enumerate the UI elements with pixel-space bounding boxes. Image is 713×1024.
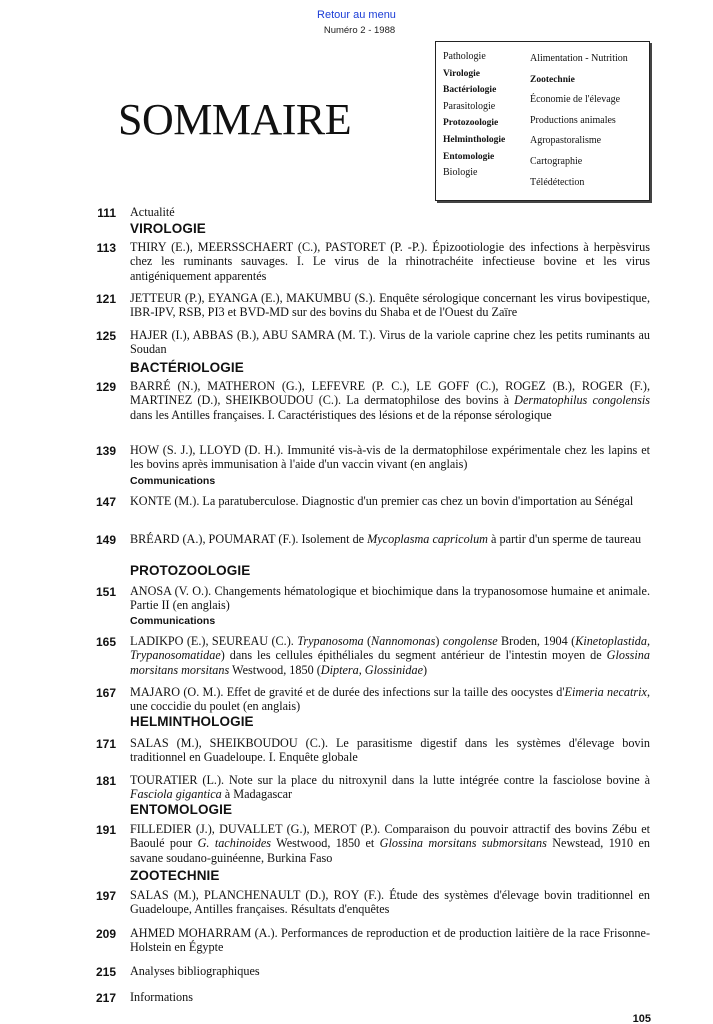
entry-text-run: MAJARO (O. M.). Effet de gravité et de durée des infections sur la taille des oocystes d' <box>130 685 565 699</box>
italic-taxon: Glossina morsitans submorsitans <box>379 836 547 851</box>
entry-page-number: 113 <box>96 241 116 255</box>
entry-text-run: Actualité <box>130 205 175 219</box>
entry-text-run: BRÉARD (A.), POUMARAT (F.). Isolement de <box>130 532 368 546</box>
entry-text <box>130 494 650 508</box>
section-heading-bacteriologie: BACTÉRIOLOGIE <box>130 360 244 375</box>
italic-taxon: Kinetoplastida, Trypanosomatidae <box>130 634 651 663</box>
entry-text-run: ANOSA (V. O.). Changements hématologique et biochimique dans la trypanosomose humaine et animale. Partie II (en anglais) <box>130 584 650 613</box>
italic-taxon: Nannomonas <box>371 634 436 648</box>
italic-taxon: Diptera, Glossinidae <box>320 662 424 677</box>
section-heading-entomologie: ENTOMOLOGIE <box>130 802 233 817</box>
entry-text-run: Informations <box>130 990 193 1004</box>
entry-text-run: SALAS (M.), SHEIKBOUDOU (C.). Le parasitisme digestif dans les systèmes d'élevage bovin traditionnel en Guadeloupe. I. Enquête globale <box>130 736 650 765</box>
entry-text-run: KONTE (M.). La paratuberculose. Diagnostic d'un premier cas chez un bovin d'importation au Sénégal <box>130 494 634 508</box>
entry-text-run: ) <box>435 634 443 648</box>
entry-text <box>130 990 650 1004</box>
italic-taxon: Dermatophilus congolensis <box>514 393 650 408</box>
entry-text <box>130 328 650 357</box>
entry-text <box>130 532 650 546</box>
subheading-communications: Communications <box>130 615 216 627</box>
entry-text-run: Westwood, 1850 et <box>271 836 380 851</box>
entry-page-number: 139 <box>95 444 116 458</box>
entry-text-run: SALAS (M.), PLANCHENAULT (D.), ROY (F.). Étude des systèmes d'élevage bovin traditionnel en Guadeloupe, Antilles françaises. Résultats d'enquêtes <box>130 888 650 917</box>
entry-text <box>130 822 650 865</box>
entry-text <box>130 926 650 955</box>
section-heading-zootechnie: ZOOTECHNIE <box>130 868 220 883</box>
entry-page-number: 215 <box>95 965 116 979</box>
entry-page-number: 167 <box>95 686 116 700</box>
entry-text-run: TOURATIER (L.). Note sur la place du nitroxynil dans la lutte intégrée contre la fasciolose bovine à <box>130 773 650 787</box>
italic-taxon: G. tachinoides <box>197 836 272 851</box>
entry-text-run: à Madagascar <box>221 787 293 802</box>
entry-page-number: 181 <box>95 774 116 788</box>
entry-page-number: 209 <box>95 927 116 941</box>
entry-text-run: BARRÉ (N.), MATHERON (G.), LEFEVRE (P. C.), LE GOFF (C.), ROGEZ (B.), ROGER (F.), MARTINEZ (D.), SHEIKBOUDOU (C.). La dermatophilose des bovins à <box>130 379 650 408</box>
page-title: SOMMAIRE <box>118 95 352 144</box>
topic-item: Pathologie <box>443 51 486 62</box>
italic-taxon: Mycoplasma capricolum <box>367 532 488 546</box>
entry-text <box>130 379 650 422</box>
topic-item: Helminthologie <box>443 134 506 145</box>
entry-text <box>130 205 650 219</box>
section-heading-virologie: VIROLOGIE <box>130 221 206 236</box>
italic-taxon: Trypanosoma <box>297 634 364 648</box>
topic-item: Virologie <box>443 68 480 79</box>
topic-item: Productions animales <box>530 114 616 126</box>
entry-page-number: 191 <box>95 823 116 837</box>
entry-text <box>130 685 650 714</box>
topic-item: Entomologie <box>443 151 495 162</box>
entry-text <box>130 888 650 917</box>
entry-text <box>130 964 650 978</box>
entry-text-run: Westwood, 1850 ( <box>229 662 321 677</box>
entry-text-run: LADIKPO (E.), SEUREAU (C.). <box>130 634 298 648</box>
topic-item: Biologie <box>443 167 478 179</box>
topic-item: Bactériologie <box>443 85 497 96</box>
topic-item: Agropastoralisme <box>530 135 602 147</box>
entry-text <box>130 584 650 613</box>
section-heading-helminthologie: HELMINTHOLOGIE <box>130 714 254 729</box>
entry-text <box>130 291 650 320</box>
topic-item: Économie de l'élevage <box>530 94 621 106</box>
entry-text <box>130 773 650 802</box>
entry-text-run: AHMED MOHARRAM (A.). Performances de reproduction et de production laitière de la race Frisonne-Holstein en Égypte <box>130 926 650 955</box>
entry-text-run: Newstead, 1910 en savane soudano-guinéenne, Burkina Faso <box>130 836 650 865</box>
entry-text-run: JETTEUR (P.), EYANGA (E.), MAKUMBU (S.). Enquête sérologique concernant les virus bovipestique, IBR-IPV, RSB, PI3 et BVD-MD sur des bovins du Shaba et de l'Ouest du Zaïre <box>130 291 650 320</box>
entry-page-number: 165 <box>95 635 116 649</box>
back-to-menu-link[interactable]: Retour au menu <box>317 9 396 21</box>
topic-item: Zootechnie <box>530 74 575 85</box>
entry-page-number: 197 <box>95 889 116 903</box>
section-heading-protozoologie: PROTOZOOLOGIE <box>130 563 251 578</box>
topic-item: Protozoologie <box>443 118 499 129</box>
entry-text <box>130 736 650 765</box>
subheading-communications: Communications <box>130 475 216 487</box>
entry-text <box>130 443 650 472</box>
entry-text-run: Analyses bibliographiques <box>130 964 260 978</box>
italic-taxon: Eimeria necatrix <box>564 685 647 699</box>
entry-text-run: ) dans les cellules épithéliales du segment antérieur de l'intestin moyen de <box>220 648 607 663</box>
entry-page-number: 121 <box>95 292 116 306</box>
topic-item: Alimentation - Nutrition <box>530 53 628 64</box>
italic-taxon: congolense <box>442 634 498 648</box>
entry-text-run: Broden, 1904 ( <box>497 634 576 648</box>
entry-text-run: , une coccidie du poulet (en anglais) <box>130 685 650 714</box>
topic-item: Télédétection <box>530 176 585 188</box>
entry-text-run: à partir d'un sperme de taureau <box>487 532 642 546</box>
entry-page-number: 147 <box>95 495 116 509</box>
entry-page-number: 129 <box>95 380 116 394</box>
entry-page-number: 151 <box>95 585 116 599</box>
entry-page-number: 111 <box>97 206 116 220</box>
entry-page-number: 171 <box>95 737 116 751</box>
entry-text-run: dans les Antilles françaises. I. Caractéristiques des lésions et de la réponse sérologique <box>130 407 552 422</box>
issue-number: Numéro 2 - 1988 <box>323 25 396 36</box>
entry-page-number: 149 <box>95 533 116 547</box>
entry-page-number: 125 <box>95 329 116 343</box>
entry-text <box>130 634 650 677</box>
entry-text-run: ( <box>363 634 372 648</box>
page-number: 105 <box>632 1013 651 1024</box>
italic-taxon: Fasciola gigantica <box>130 787 222 802</box>
entry-page-number: 217 <box>95 991 116 1005</box>
topic-item: Cartographie <box>530 155 583 167</box>
entry-text-run: FILLEDIER (J.), DUVALLET (G.), MEROT (P.). Comparaison du pouvoir attractif des bovins Zébu et Baoulé pour <box>130 822 650 851</box>
entry-text-run: THIRY (E.), MEERSSCHAERT (C.), PASTORET (P. -P.). Épizootiologie des infections à herpèsvirus chez les ruminants sauvages. I. Le virus de la rhinotrachéite infectieuse bovine et les virus antigéniquement apparentés <box>130 240 650 283</box>
entry-text <box>130 240 650 283</box>
entry-text-run: ) <box>423 662 428 677</box>
entry-text-run: HOW (S. J.), LLOYD (D. H.). Immunité vis-à-vis de la dermatophilose expérimentale chez les lapins et les bovins après immunisation à l'aide d'un vaccin vivant (en anglais) <box>130 443 650 472</box>
entry-text-run: HAJER (I.), ABBAS (B.), ABU SAMRA (M. T.). Virus de la variole caprine chez les petits ruminants au Soudan <box>130 328 650 357</box>
italic-taxon: Glossina morsitans morsitans <box>130 648 650 677</box>
topic-item: Parasitologie <box>443 100 496 112</box>
